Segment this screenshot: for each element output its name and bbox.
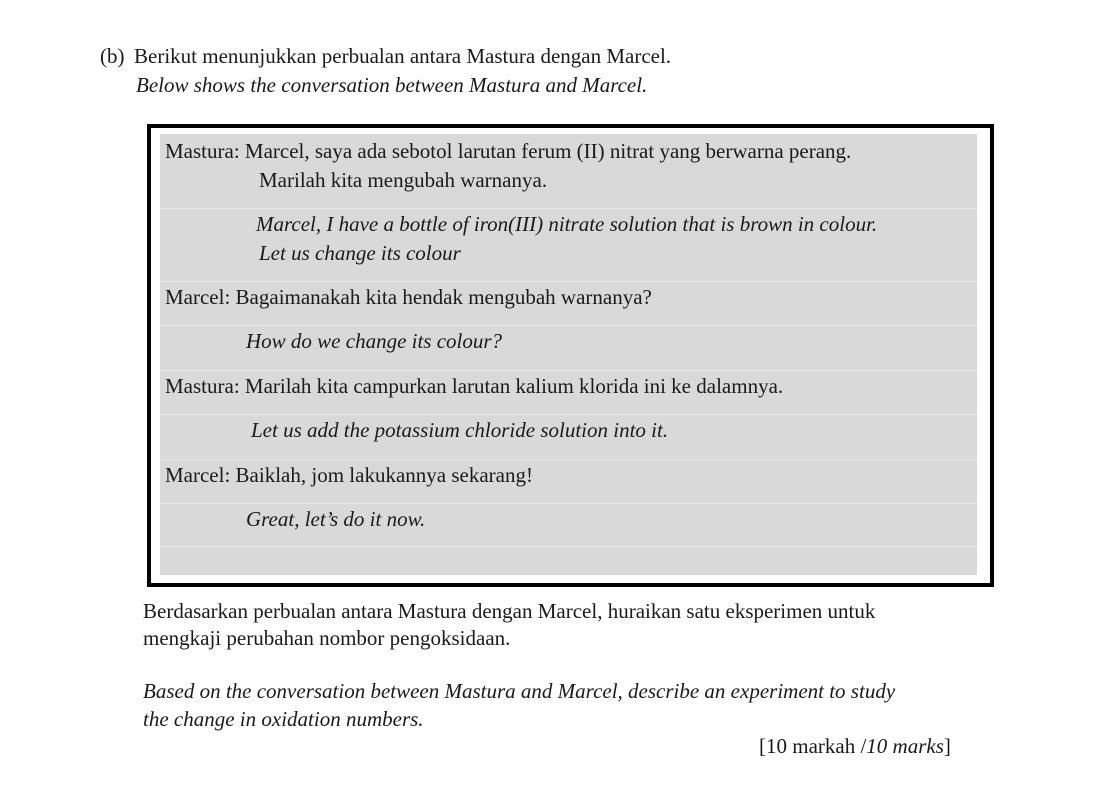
- row-divider: [160, 370, 977, 371]
- row-divider: [160, 546, 977, 547]
- marks-english: 10 marks: [866, 734, 944, 758]
- row-divider: [160, 208, 977, 209]
- dialogue-mastura-2-malay: Mastura: Marilah kita campurkan larutan kalium klorida ini ke dalamnya.: [165, 374, 784, 398]
- row-divider: [160, 325, 977, 326]
- task-malay: Berdasarkan perbualan antara Mastura dengan Marcel, huraikan satu eksperimen untuk: [143, 599, 876, 623]
- task-malay-cont: mengkaji perubahan nombor pengoksidaan.: [143, 626, 511, 650]
- dialogue-mastura-1-english: Marcel, I have a bottle of iron(III) nitrate solution that is brown in colour.: [256, 212, 878, 236]
- intro-english: Below shows the conversation between Mastura and Marcel.: [136, 73, 648, 97]
- dialogue-mastura-2-english: Let us add the potassium chloride solution into it.: [251, 418, 669, 442]
- task-english: Based on the conversation between Mastura and Marcel, describe an experiment to study: [143, 679, 896, 703]
- dialogue-mastura-1-malay-cont: Marilah kita mengubah warnanya.: [259, 168, 548, 192]
- question-label: (b): [100, 44, 125, 68]
- row-divider: [160, 459, 977, 460]
- dialogue-mastura-1-english-cont: Let us change its colour: [259, 241, 461, 265]
- marks-close: ]: [943, 734, 951, 758]
- dialogue-mastura-1-malay: Mastura: Marcel, saya ada sebotol larutan ferum (II) nitrat yang berwarna perang.: [165, 139, 852, 163]
- row-divider: [160, 281, 977, 282]
- marks-allocation: [759, 734, 951, 759]
- intro-malay: Berikut menunjukkan perbualan antara Mastura dengan Marcel.: [134, 44, 672, 68]
- task-english-cont: the change in oxidation numbers.: [143, 707, 424, 731]
- marks-malay: [10 markah /: [759, 734, 867, 758]
- dialogue-marcel-2-malay: Marcel: Baiklah, jom lakukannya sekarang!: [165, 463, 533, 487]
- dialogue-marcel-1-malay: Marcel: Bagaimanakah kita hendak mengubah warnanya?: [165, 285, 652, 309]
- dialogue-marcel-1-english: How do we change its colour?: [246, 329, 503, 353]
- row-divider: [160, 503, 977, 504]
- row-divider: [160, 414, 977, 415]
- dialogue-marcel-2-english: Great, let’s do it now.: [246, 507, 426, 531]
